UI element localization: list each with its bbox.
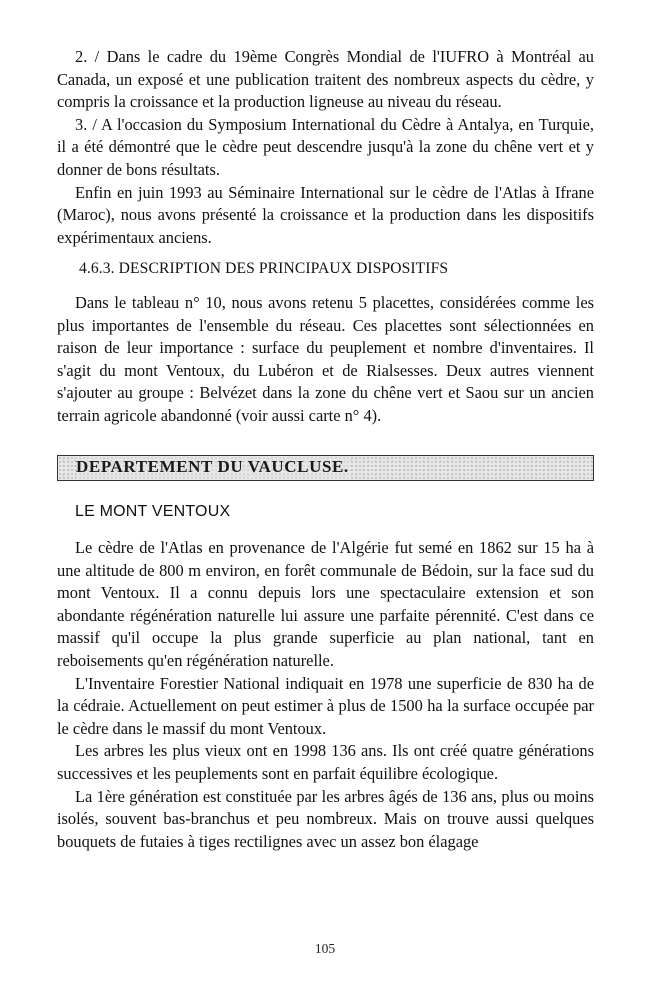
paragraph-description: Dans le tableau n° 10, nous avons retenu 5 placettes, considérées comme les plus importantes de l'ensemble du réseau. Ces placettes sont sélectionnées en raison de leur importance : surface du peuplement et nombre d'inventaires. Il s'agit du mont Ventoux, du Lubéron et de Rialsesses. Deux autres viennent s'ajouter au groupe : Belvézet dans la zone du chêne vert et Saou sur un ancien terrain agricole abandonné (voir aussi carte n° 4). [57,292,594,425]
paragraph-antalya: 3. / A l'occasion du Symposium International du Cèdre à Antalya, en Turquie, il a été démontré que le cèdre peut descendre jusqu'à la zone du chêne vert et y donner de bons résultats. [57,114,594,179]
paragraph-ifrane: Enfin en juin 1993 au Séminaire International sur le cèdre de l'Atlas à Ifrane (Maroc), nous avons présenté la croissance et la production dans les dispositifs expérimentaux anciens. [57,182,594,247]
paragraph-ventoux-inventory: L'Inventaire Forestier National indiquait en 1978 une superficie de 830 ha de la cédraie. Actuellement on peut estimer à plus de 1500 ha la surface occupée par le cèdre dans le massif du mont Ventoux. [57,673,594,738]
department-banner [57,455,594,481]
section-title: LE MONT VENTOUX [75,502,231,520]
paragraph-ventoux-first-generation: La 1ère génération est constituée par les arbres âgés de 136 ans, plus ou moins isolés, souvent bas-branchus et peu nombreux. Mais on trouve aussi quelques bouquets de futaies à tiges rectilignes avec un assez bon élagage [57,786,594,851]
page-body [57,46,594,853]
page-number: 105 [314,941,336,956]
department-banner-title: DEPARTEMENT DU VAUCLUSE. [76,456,349,479]
paragraph-iufro: 2. / Dans le cadre du 19ème Congrès Mondial de l'IUFRO à Montréal au Canada, un exposé et une publication traitent des nombreux aspects du cèdre, y compris la croissance et la production ligneuse au niveau du réseau. [57,47,594,112]
subheading: 4.6.3. DESCRIPTION DES PRINCIPAUX DISPOSITIFS [79,260,449,278]
paragraph-ventoux-history: Le cèdre de l'Atlas en provenance de l'Algérie fut semé en 1862 sur 15 ha à une altitude de 800 m environ, en forêt communale de Bédoin, sur la face sud du mont Ventoux. Il a connu depuis lors une spectaculaire extension et son abondante régénération naturelle lui assure une parfaite pérennité. C'est dans ce massif qu'il occupe la plus grande superficie au plan national, tant en reboisements qu'en régénération naturelle. [57,538,594,671]
paragraph-ventoux-generations: Les arbres les plus vieux ont en 1998 136 ans. Ils ont créé quatre générations successives et les peuplements sont en parfait équilibre écologique. [57,741,594,784]
